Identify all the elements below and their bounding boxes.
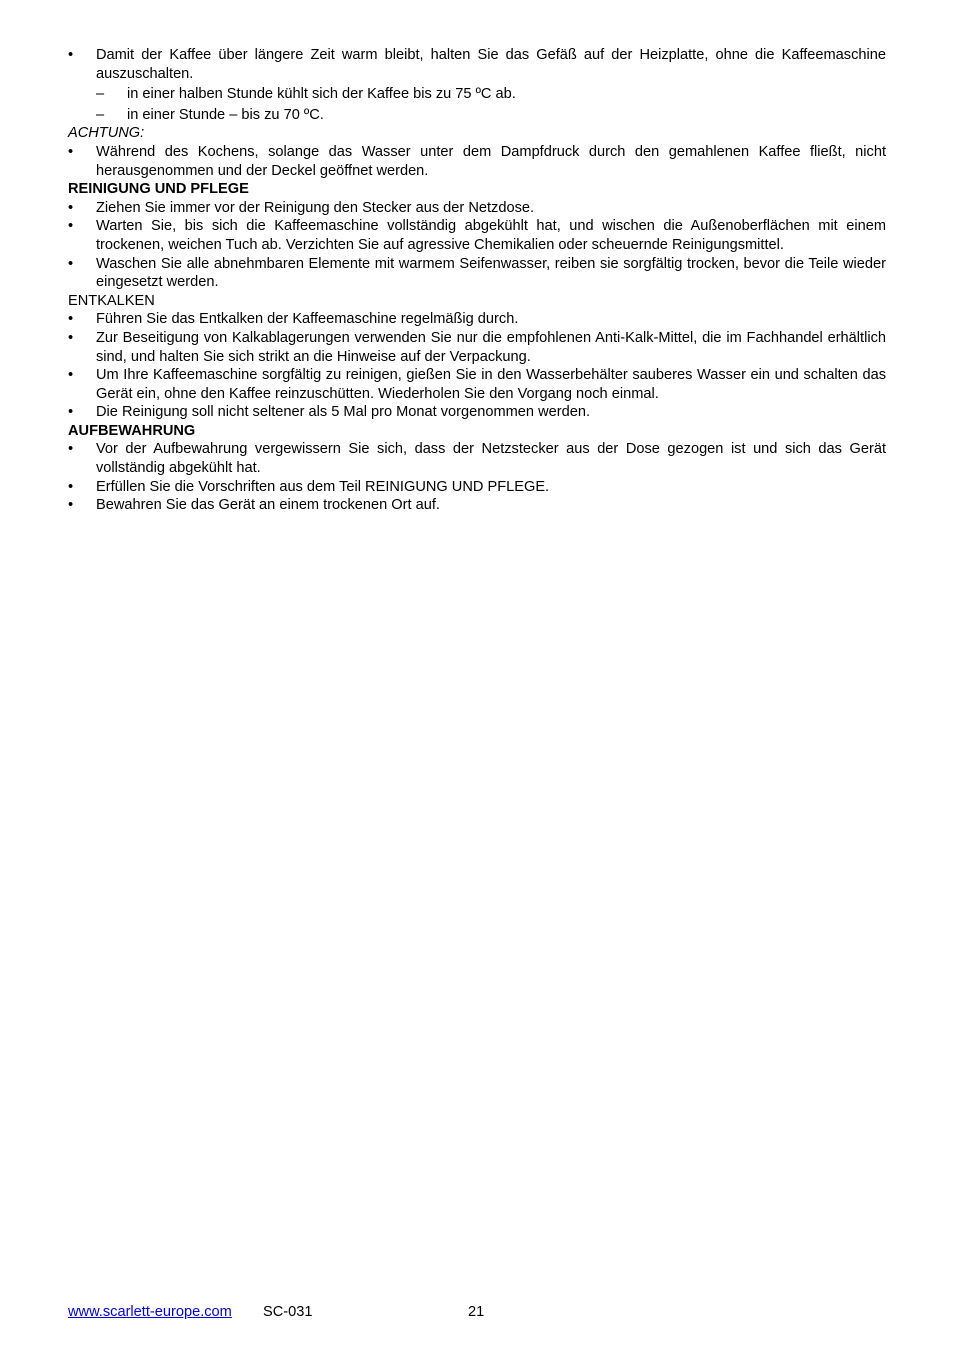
list-item-text: Um Ihre Kaffeemaschine sorgfältig zu reinigen, gießen Sie in den Wasserbehälter sauberes Wasser ein und schalten das Gerät ein, ohne den Kaffee reinzuschütten. Wiederholen Sie den Vorgang noch einmal. [96,367,886,402]
dash-icon: – [96,106,105,123]
document-body [68,46,886,515]
bullet-icon: • [68,311,74,328]
heading-achtung: ACHTUNG: [68,125,145,142]
model-number: SC-031 [263,1304,313,1320]
heading-entkalken: ENTKALKEN [68,292,155,309]
list-item [68,217,886,254]
sub-item-one-hour [68,106,886,125]
bullet-icon: • [68,441,74,458]
page-number: 21 [468,1304,485,1320]
list-item-text: Waschen Sie alle abnehmbaren Elemente mit warmem Seifenwasser, reiben sie sorgfältig trocken, bevor die Teile wieder eingesetzt werden. [96,255,886,291]
list-item-keep-warm [68,46,886,83]
bullet-icon: • [68,497,74,514]
list-item-text: Warten Sie, bis sich die Kaffeemaschine vollständig abgekühlt hat, und wischen die Außenoberflächen mit einem trockenen, weichen Tuch ab. Verzichten Sie auf agressive Chemikalien oder scheuernde Reinigungsmittel. [96,218,886,253]
bullet-icon: • [68,255,74,272]
list-item [68,403,886,422]
list-item [68,478,886,497]
bullet-icon: • [68,199,74,216]
list-item-text: Bewahren Sie das Gerät an einem trockenen Ort auf. [96,497,440,514]
heading-reinigung: REINIGUNG UND PFLEGE [68,181,249,198]
dash-icon: – [96,86,105,103]
list-item [68,496,886,515]
list-item [68,143,886,180]
list-item-text: Vor der Aufbewahrung vergewissern Sie sich, dass der Netzstecker aus der Dose gezogen ist und sich das Gerät vollständig abgekühlt hat. [96,441,886,477]
bullet-icon: • [68,143,74,160]
list-item-text: Zur Beseitigung von Kalkablagerungen verwenden Sie nur die empfohlenen Anti-Kalk-Mittel, die im Fachhandel erhältlich sind, und halten Sie sich strikt an die Hinweise auf der Verpackung. [96,329,886,365]
sub-item-text: in einer Stunde – bis zu 70 ºC. [127,106,324,123]
bullet-icon: • [68,478,74,495]
list-item-text: Damit der Kaffee über längere Zeit warm bleibt, halten Sie das Gefäß auf der Heizplatte, ohne die Kaffeemaschine auszuschalten. [96,47,886,82]
sub-item-half-hour [68,85,886,104]
list-item-text: Führen Sie das Entkalken der Kaffeemaschine regelmäßig durch. [96,311,519,328]
bullet-icon: • [68,218,74,235]
sub-item-text: in einer halben Stunde kühlt sich der Kaffee bis zu 75 ºC ab. [127,86,516,103]
bullet-icon: • [68,329,74,346]
list-item-text: Während des Kochens, solange das Wasser unter dem Dampfdruck durch den gemahlenen Kaffee fließt, nicht herausgenommen und der Deckel geöffnet werden. [96,143,886,179]
list-item-text: Ziehen Sie immer vor der Reinigung den Stecker aus der Netzdose. [96,199,535,216]
list-item [68,199,886,218]
website-link[interactable]: www.scarlett-europe.com [68,1304,232,1320]
list-item-text: Erfüllen Sie die Vorschriften aus dem Teil REINIGUNG UND PFLEGE. [96,478,550,495]
heading-aufbewahrung: AUFBEWAHRUNG [68,422,196,439]
list-item [68,310,886,329]
list-item [68,255,886,292]
list-item-text: Die Reinigung soll nicht seltener als 5 Mal pro Monat vorgenommen werden. [96,404,591,421]
list-item [68,440,886,477]
list-item [68,329,886,366]
bullet-icon: • [68,47,74,63]
bullet-icon: • [68,367,74,384]
page-footer [68,1303,886,1323]
bullet-icon: • [68,404,74,421]
list-item [68,366,886,403]
